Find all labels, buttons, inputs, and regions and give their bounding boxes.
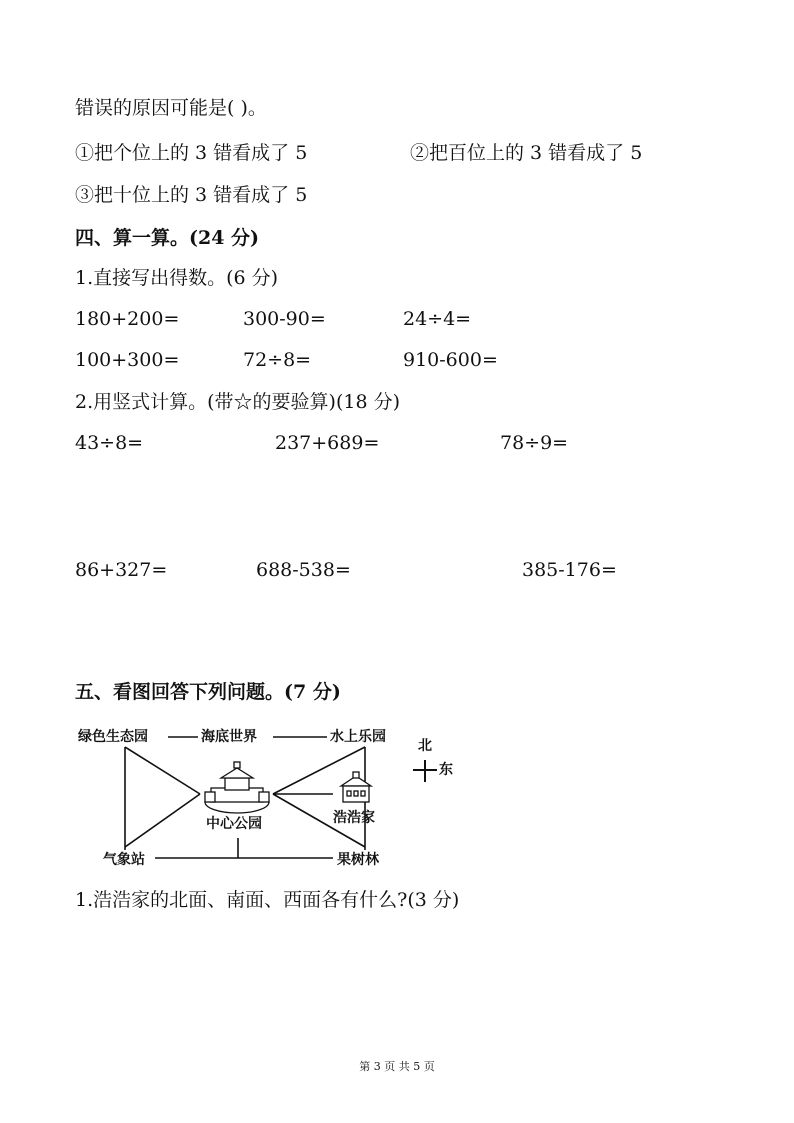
page-footer: 第 3 页 共 5 页 [359,1060,435,1073]
place-haohao-home: 浩浩家 [333,810,375,826]
section5-q1: 1.浩浩家的北面、南面、西面各有什么?(3 分) [75,889,460,911]
park-illustration [205,762,269,813]
calc-item: 100+300= [75,349,180,371]
place-water-park: 水上乐园 [330,729,386,745]
q3-option-1: ①把个位上的 3 错看成了 5 [75,142,308,164]
compass-cross [413,760,437,782]
q3-option-3: ③把十位上的 3 错看成了 5 [75,184,308,206]
vertical-calc-item: 43÷8= [75,432,144,454]
calc-item: 180+200= [75,308,180,330]
location-map [75,722,475,872]
compass-north-label: 北 [418,738,432,754]
compass-east-label: 东 [439,762,453,778]
vertical-calc-item: 86+327= [75,559,168,581]
calc-item: 72÷8= [243,349,312,371]
vertical-calc-item: 688-538= [256,559,351,581]
section4-title: 四、算一算。(24 分) [75,227,260,249]
vertical-calc-item: 78÷9= [500,432,569,454]
section4-part1-title: 1.直接写出得数。(6 分) [75,267,279,289]
place-underwater-world: 海底世界 [201,729,257,745]
calc-item: 24÷4= [403,308,472,330]
place-central-park: 中心公园 [206,816,262,832]
calc-item: 910-600= [403,349,498,371]
section4-part2-title: 2.用竖式计算。(带☆的要验算)(18 分) [75,391,400,413]
house-illustration [341,772,371,802]
vertical-calc-item: 385-176= [522,559,617,581]
vertical-calc-item: 237+689= [275,432,380,454]
q3-prompt: 错误的原因可能是( )。 [75,97,267,119]
place-orchard: 果树林 [337,852,379,868]
place-green-ecopark: 绿色生态园 [78,729,148,745]
q3-option-2: ②把百位上的 3 错看成了 5 [410,142,643,164]
calc-item: 300-90= [243,308,326,330]
place-weather-station: 气象站 [103,852,145,868]
section5-title: 五、看图回答下列问题。(7 分) [75,681,341,703]
